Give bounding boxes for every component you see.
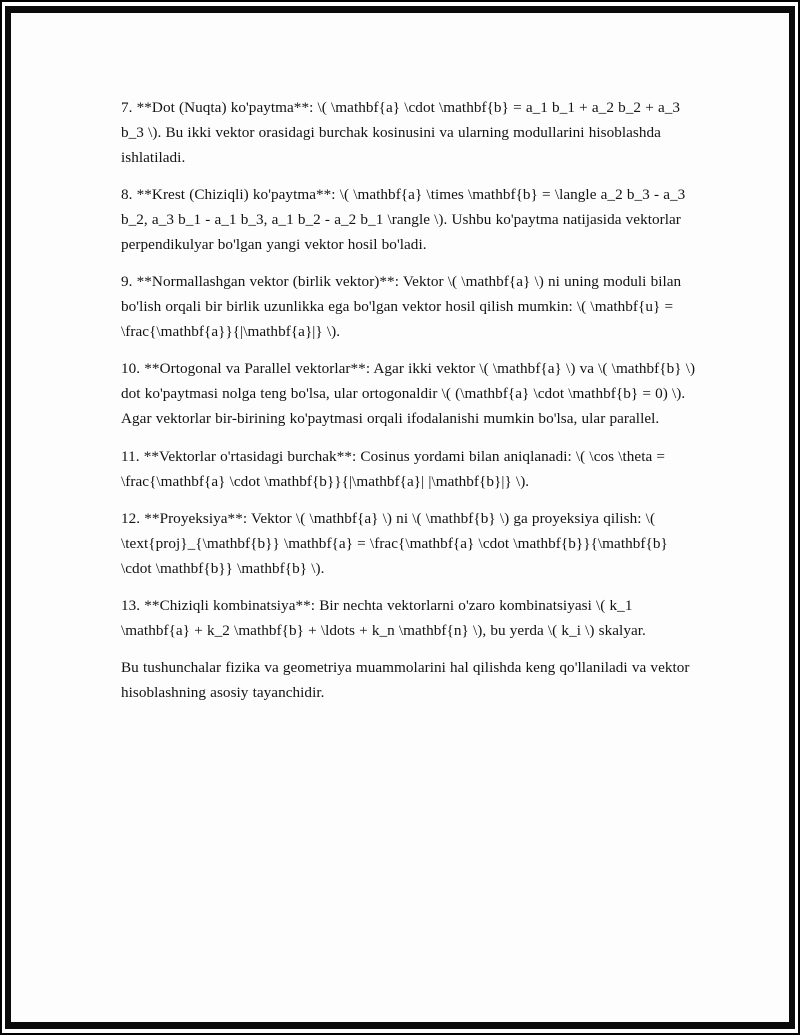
paragraph-item-11: 11. **Vektorlar o'rtasidagi burchak**: Cosinus yordami bilan aniqlanadi: \( \cos \theta = \frac{\mathbf{a} \cdot \mathbf{b}}{|\mathbf{a}| |\mathbf{b}|} \). — [121, 448, 666, 490]
page-border-rule — [5, 6, 795, 1029]
paragraph-closing: Bu tushunchalar fizika va geometriya muammolarini hal qilishda keng qo'llaniladi va vektor hisoblashning asosiy tayanchidir. — [121, 659, 690, 701]
page-sheet — [11, 13, 789, 1022]
scan-gutter — [2, 2, 798, 1033]
paragraph-item-9: 9. **Normallashgan vektor (birlik vektor)**: Vektor \( \mathbf{a} \) ni uning moduli bilan bo'lish orqali bir birlik uzunlikka ega bo'lgan vektor hosil qilish mumkin: \( \mathbf{u} = \frac{\mathbf{a}}{|\mathbf{a}|} \). — [121, 273, 682, 340]
paragraph-item-10: 10. **Ortogonal va Parallel vektorlar**: Agar ikki vektor \( \mathbf{a} \) va \( \mathbf{b} \) dot ko'paytmasi nolga teng bo'lsa, ular ortogonaldir \( (\mathbf{a} \cdot \mathbf{b} = 0) \). Agar vektorlar bir-birining ko'paytmasi orqali ifodalanishi mumkin bo'lsa, ular parallel. — [121, 360, 696, 427]
document-text-body — [121, 95, 699, 705]
paragraph-item-7: 7. **Dot (Nuqta) ko'paytma**: \( \mathbf{a} \cdot \mathbf{b} = a_1 b_1 + a_2 b_2 + a_3 b_3 \). Bu ikki vektor orasidagi burchak kosinusini va ularning modullarini hisoblashda ishlatiladi. — [121, 99, 681, 166]
paragraph-item-8: 8. **Krest (Chiziqli) ko'paytma**: \( \mathbf{a} \times \mathbf{b} = \langle a_2 b_3 - a_3 b_2, a_3 b_1 - a_1 b_3, a_1 b_2 - a_2 b_1 \rangle \). Ushbu ko'paytma natijasida vektorlar perpendikulyar bo'lgan yangi vektor hosil bo'ladi. — [121, 186, 686, 253]
paragraph-item-12: 12. **Proyeksiya**: Vektor \( \mathbf{a} \) ni \( \mathbf{b} \) ga proyeksiya qilish: \( \text{proj}_{\mathbf{b}} \mathbf{a} = \frac{\mathbf{a} \cdot \mathbf{b}}{\mathbf{b} \cdot \mathbf{b}} \mathbf{b} \). — [121, 510, 668, 577]
paragraph-item-13: 13. **Chiziqli kombinatsiya**: Bir nechta vektorlarni o'zaro kombinatsiyasi \( k_1 \mathbf{a} + k_2 \mathbf{b} + \ldots + k_n \mathbf{n} \), bu yerda \( k_i \) skalyar. — [121, 597, 646, 639]
